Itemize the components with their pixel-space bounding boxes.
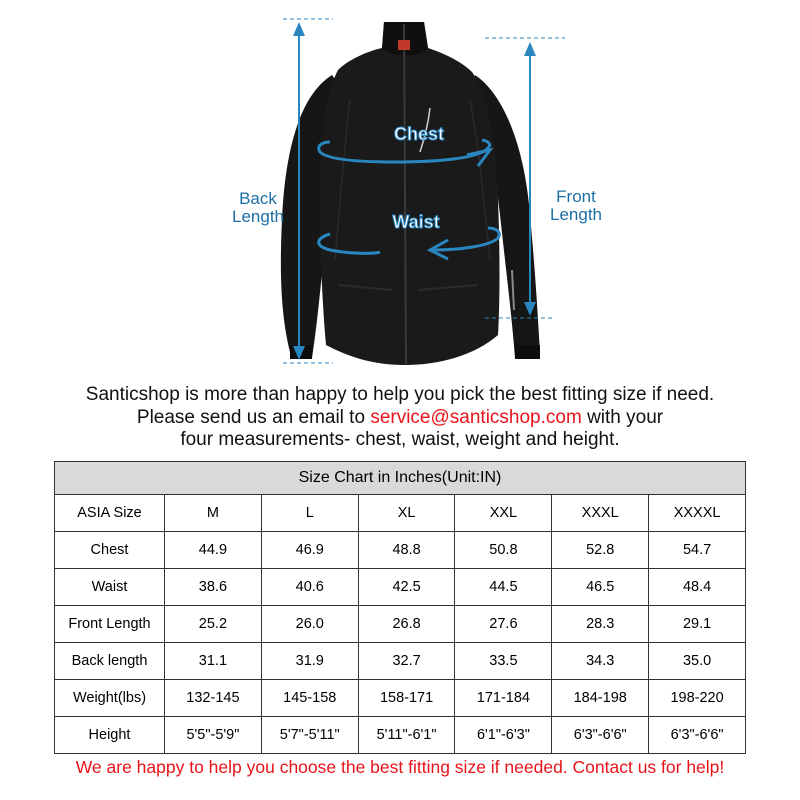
table-cell: 5'7"-5'11" (261, 717, 358, 754)
notice-line-1: Santicshop is more than happy to help you pick the best fitting size if need. (85, 384, 715, 405)
notice-line-2-before: Please send us an email to (136, 406, 371, 428)
table-cell: 26.0 (261, 606, 358, 643)
table-cell: 34.3 (552, 643, 649, 680)
support-email-link[interactable]: service@santicshop.com (370, 406, 582, 428)
row-label-cell: Height (55, 717, 165, 754)
table-header-row (55, 495, 746, 532)
table-cell: 46.5 (552, 569, 649, 606)
jacket-measurement-figure (0, 0, 800, 380)
size-chart-table (54, 461, 746, 754)
table-cell: 6'1"-6'3" (455, 717, 552, 754)
table-cell: 184-198 (552, 680, 649, 717)
notice-line-2 (0, 407, 800, 430)
table-cell: 28.3 (552, 606, 649, 643)
table-cell: 31.9 (261, 643, 358, 680)
back-length-label-line2: Length (232, 207, 284, 226)
table-cell: 171-184 (455, 680, 552, 717)
row-label-cell: Back length (55, 643, 165, 680)
table-row-back-length (55, 643, 746, 680)
table-row-front-length (55, 606, 746, 643)
table-cell: 40.6 (261, 569, 358, 606)
table-cell: 158-171 (358, 680, 455, 717)
table-cell: 5'5"-5'9" (165, 717, 262, 754)
row-label-cell: Chest (55, 532, 165, 569)
row-label-cell: Weight(lbs) (55, 680, 165, 717)
size-header-cell: XXL (455, 495, 552, 532)
table-cell: 44.9 (165, 532, 262, 569)
table-cell: 145-158 (261, 680, 358, 717)
table-cell: 48.8 (358, 532, 455, 569)
table-row-height (55, 717, 746, 754)
footer-help-message: We are happy to help you choose the best fitting size if needed. Contact us for help! (75, 757, 725, 777)
table-cell: 33.5 (455, 643, 552, 680)
table-row-weight (55, 680, 746, 717)
size-chart-title: Size Chart in Inches(Unit:IN) (55, 462, 746, 495)
table-cell: 44.5 (455, 569, 552, 606)
table-cell: 54.7 (649, 532, 746, 569)
size-header-cell: XL (358, 495, 455, 532)
table-cell: 198-220 (649, 680, 746, 717)
front-length-label-line1: Front (556, 187, 596, 206)
table-cell: 6'3"-6'6" (649, 717, 746, 754)
chest-label: Chest (393, 124, 445, 144)
size-header-cell: XXXXL (649, 495, 746, 532)
table-cell: 42.5 (358, 569, 455, 606)
notice-line-2-after: with your (581, 406, 664, 428)
row-label-cell: Front Length (55, 606, 165, 643)
table-cell: 29.1 (649, 606, 746, 643)
size-header-cell: XXXL (552, 495, 649, 532)
notice-line-3: four measurements- chest, waist, weight and height. (180, 429, 620, 450)
table-cell: 32.7 (358, 643, 455, 680)
size-header-cell: L (261, 495, 358, 532)
table-cell: 35.0 (649, 643, 746, 680)
jacket-illustration (281, 22, 540, 365)
table-cell: 31.1 (165, 643, 262, 680)
back-length-label-line1: Back (239, 189, 277, 208)
front-length-label-line2: Length (550, 205, 602, 224)
table-cell: 27.6 (455, 606, 552, 643)
table-cell: 6'3"-6'6" (552, 717, 649, 754)
table-cell: 5'11"-6'1" (358, 717, 455, 754)
table-cell: 25.2 (165, 606, 262, 643)
table-cell: 26.8 (358, 606, 455, 643)
table-cell: 48.4 (649, 569, 746, 606)
size-header-cell: M (165, 495, 262, 532)
waist-label: Waist (392, 212, 440, 232)
table-title-row (55, 462, 746, 495)
table-cell: 52.8 (552, 532, 649, 569)
table-cell: 50.8 (455, 532, 552, 569)
table-cell: 132-145 (165, 680, 262, 717)
table-cell: 38.6 (165, 569, 262, 606)
header-label-cell: ASIA Size (55, 495, 165, 532)
row-label-cell: Waist (55, 569, 165, 606)
table-row-chest (55, 532, 746, 569)
table-cell: 46.9 (261, 532, 358, 569)
fitting-notice (0, 384, 800, 452)
table-row-waist (55, 569, 746, 606)
